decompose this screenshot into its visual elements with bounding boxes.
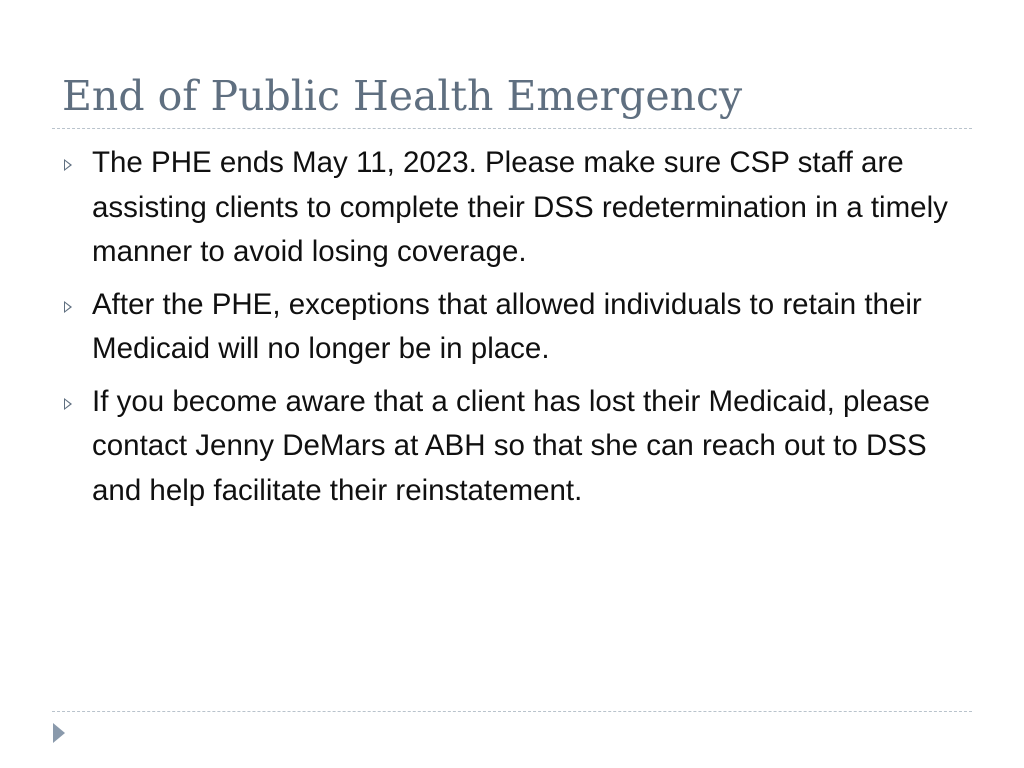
footer-divider <box>52 711 972 712</box>
list-item <box>0 380 1024 514</box>
triangle-bullet-icon <box>64 159 72 171</box>
bullet-text: If you become aware that a client has lost their Medicaid, please contact Jenny DeMars at ABH so that she can reach out to DSS and help facilitate their reinstatement. <box>92 384 930 507</box>
triangle-bullet-icon <box>64 301 72 313</box>
list-item <box>0 141 1024 275</box>
next-slide-arrow-icon[interactable] <box>53 723 65 743</box>
bullet-list <box>0 141 1024 521</box>
slide-title: End of Public Health Emergency <box>62 72 743 120</box>
triangle-bullet-icon <box>64 398 72 410</box>
bullet-text: The PHE ends May 11, 2023. Please make sure CSP staff are assisting clients to complete their DSS redetermination in a timely manner to avoid losing coverage. <box>92 146 948 268</box>
list-item <box>0 283 1024 372</box>
title-divider <box>52 128 972 129</box>
bullet-text: After the PHE, exceptions that allowed individuals to retain their Medicaid will no longer be in place. <box>92 287 922 365</box>
